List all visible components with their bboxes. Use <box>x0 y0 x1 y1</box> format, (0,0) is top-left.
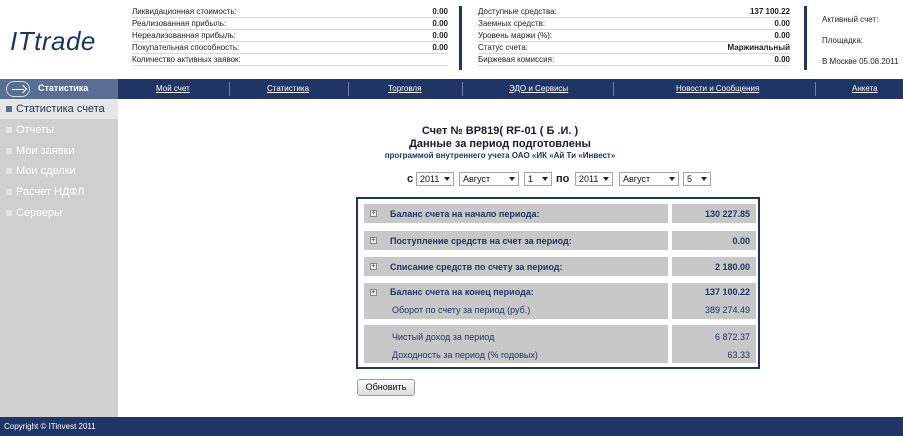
nav-separator <box>229 82 230 96</box>
chevron-down-icon <box>603 177 609 181</box>
sidebar-item-reports[interactable]: Отчеты <box>0 120 118 140</box>
chevron-down-icon <box>509 177 515 181</box>
nav-link-my-account[interactable]: Мой счет <box>156 84 190 93</box>
top-navigation <box>0 79 903 99</box>
statistics-panel <box>356 197 760 369</box>
chevron-down-icon <box>444 177 450 181</box>
nav-link-news[interactable]: Новости и Сообщения <box>676 84 760 93</box>
nav-link-edo-services[interactable]: ЭДО и Сервисы <box>509 84 569 93</box>
deposits-value: 0.00 <box>732 236 750 246</box>
turnover-label: Оборот по счету за период (руб.) <box>392 305 531 315</box>
withdrawals-label: Списание средств по счету за период: <box>390 262 563 272</box>
account-stats-right <box>478 6 790 66</box>
logo: ITtrade <box>10 26 96 56</box>
stat-row: Биржевая комиссия: 0.00 <box>478 55 790 64</box>
chevron-down-icon <box>701 177 707 181</box>
active-account-label: Активный счет: <box>822 15 879 24</box>
stat-row: Статус счета: Маржинальный <box>478 43 790 52</box>
nav-separator <box>613 82 614 96</box>
account-info <box>822 14 899 77</box>
bullet-icon <box>6 189 12 195</box>
to-day-select[interactable]: 5 <box>683 172 711 186</box>
from-day-select[interactable]: 1 <box>524 172 552 186</box>
period-to-label: по <box>556 173 570 185</box>
stat-row: Количество активных заявок: <box>132 54 448 66</box>
yield-label: Доходность за период (% годовых) <box>392 350 538 360</box>
current-section[interactable]: Статистика <box>0 79 118 99</box>
data-subtitle: программой внутреннего учета ОАО «ИК «Ай Ти «Инвест» <box>384 151 616 160</box>
stat-row: Нереализованная прибыль: 0.00 <box>132 31 448 40</box>
nav-link-statistics[interactable]: Статистика <box>267 84 310 93</box>
chevron-down-icon <box>669 177 675 181</box>
bullet-icon <box>6 210 12 216</box>
refresh-button[interactable]: Обновить <box>357 379 415 396</box>
footer <box>0 417 903 436</box>
sidebar-item-ndfl[interactable]: Расчет НДФЛ <box>0 182 118 202</box>
net-income-label: Чистый доход за период <box>392 332 495 342</box>
nav-separator <box>462 82 463 96</box>
withdrawals-value: 2 180.00 <box>714 262 750 272</box>
sidebar-item-account-statistics[interactable]: Статистика счета <box>0 99 118 119</box>
deposits-label: Поступление средств на счет за период: <box>390 236 572 246</box>
header-divider <box>804 6 807 70</box>
stat-row: Доступные средства: 137 100.22 <box>478 7 790 16</box>
sidebar-item-my-orders[interactable]: Мои заявки <box>0 141 118 161</box>
expand-icon[interactable]: + <box>371 237 376 244</box>
expand-icon[interactable]: + <box>371 289 376 296</box>
sidebar <box>0 99 118 417</box>
to-year-select[interactable]: 2011 <box>575 172 613 186</box>
bullet-icon <box>6 127 12 133</box>
to-month-select[interactable]: Август <box>619 172 679 186</box>
chevron-down-icon <box>542 177 548 181</box>
stat-row: Покупательная способность: 0.00 <box>132 43 448 52</box>
nav-link-trading[interactable]: Торговля <box>388 84 422 93</box>
turnover-value: 389 274.49 <box>704 305 750 315</box>
expand-icon[interactable]: + <box>371 210 376 217</box>
stat-row: Реализованная прибыль: 0.00 <box>132 19 448 28</box>
stat-row: Уровень маржи (%): 0.00 <box>478 31 790 40</box>
nav-link-questionnaire[interactable]: Анкета <box>852 84 878 93</box>
from-month-select[interactable]: Август <box>459 172 519 186</box>
bullet-icon <box>6 106 12 112</box>
stat-row: Ликвидационная стоимость: 0.00 <box>132 7 448 16</box>
sidebar-item-servers[interactable]: Серверы <box>0 203 118 223</box>
nav-separator <box>815 82 816 96</box>
sidebar-item-my-deals[interactable]: Мои сделки <box>0 161 118 181</box>
closing-balance-label: Баланс счета на конец периода: <box>390 287 534 297</box>
from-year-select[interactable]: 2011 <box>416 172 454 186</box>
nav-separator <box>348 82 349 96</box>
stat-row: Заемных средств: 0.00 <box>478 19 790 28</box>
header-divider <box>459 6 462 70</box>
opening-balance-label: Баланс счета на начало периода: <box>390 209 540 219</box>
account-title: Счет № ВР819( RF-01 ( Б .И. ) <box>421 125 579 137</box>
moscow-time: В Москве 05.08.2011 <box>822 57 899 66</box>
data-title: Данные за период подготовлены <box>409 138 591 150</box>
header <box>0 0 903 79</box>
copyright: Copyright © ITinvest 2011 <box>4 422 96 431</box>
expand-icon[interactable]: + <box>371 263 376 270</box>
opening-balance-value: 130 227.85 <box>704 209 750 219</box>
net-income-value: 6 872.37 <box>714 332 750 342</box>
account-stats-left <box>132 6 448 66</box>
bullet-icon <box>6 148 12 154</box>
closing-balance-value: 137 100.22 <box>704 287 750 297</box>
yield-value: 63.33 <box>727 350 750 360</box>
bullet-icon <box>6 168 12 174</box>
platform-label: Площадка: <box>822 36 864 45</box>
arrow-right-icon <box>6 81 30 97</box>
period-from-label: с <box>407 173 414 185</box>
